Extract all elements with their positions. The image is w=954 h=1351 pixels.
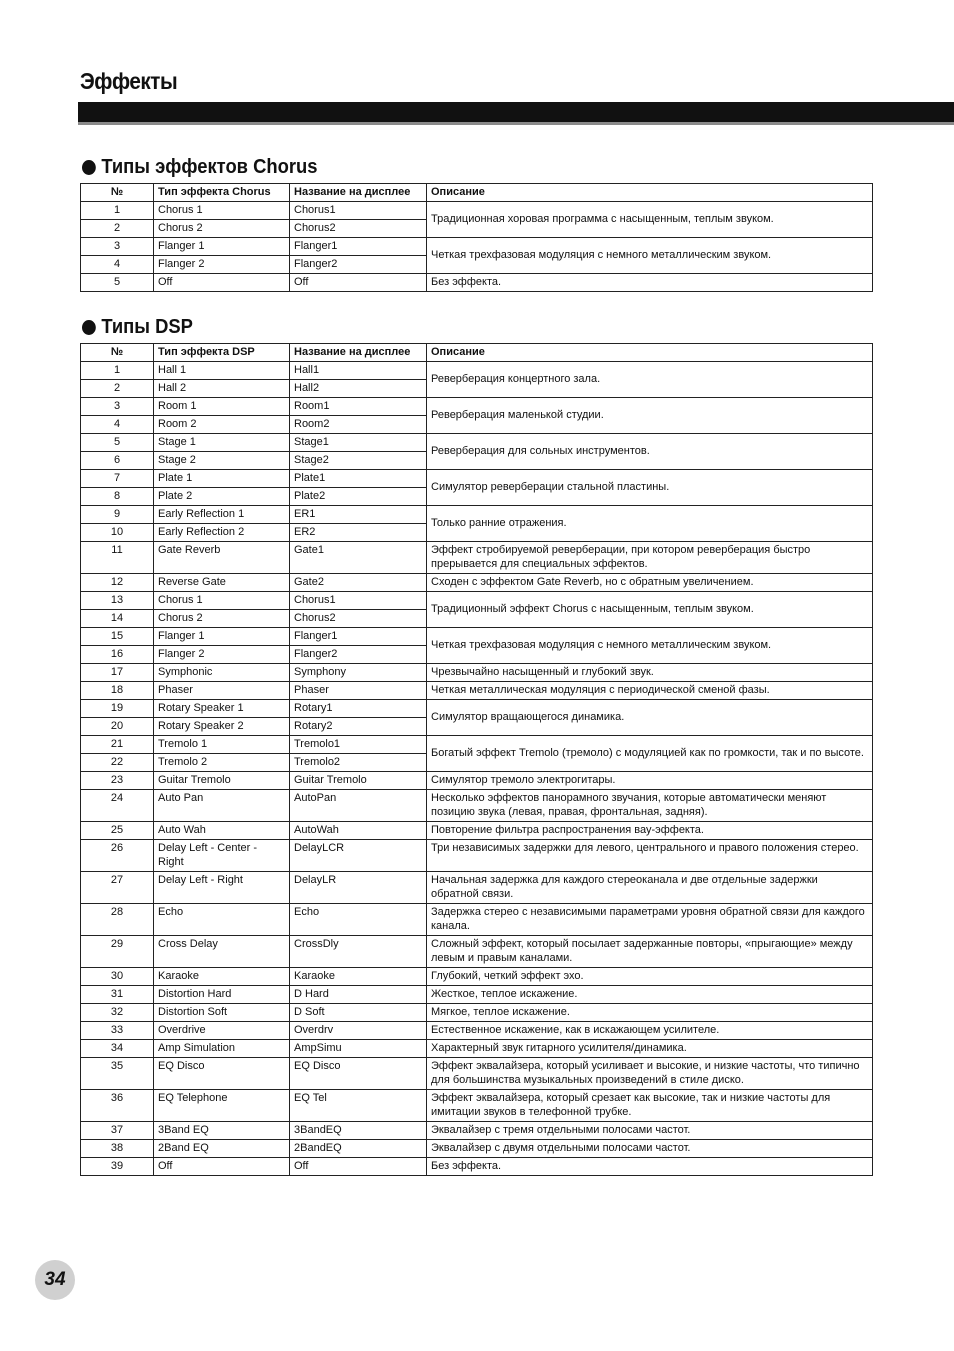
- effect-type: Distortion Hard: [154, 986, 290, 1004]
- display-name: Stage2: [290, 452, 427, 470]
- table-row: [81, 1158, 873, 1176]
- effect-description: Жесткое, теплое искажение.: [427, 986, 873, 1004]
- display-name: Flanger2: [290, 256, 427, 274]
- effect-description: Начальная задержка для каждого стереоканала и две отдельные задержки обратной связи.: [427, 872, 873, 904]
- effect-number: 35: [81, 1058, 154, 1090]
- effect-description: Реверберация для сольных инструментов.: [427, 434, 873, 470]
- effect-description: Эквалайзер с тремя отдельными полосами частот.: [427, 1122, 873, 1140]
- effect-type: Room 2: [154, 416, 290, 434]
- effect-type: Early Reflection 2: [154, 524, 290, 542]
- effect-description: Четкая трехфазовая модуляция с немного металлическим звуком.: [427, 628, 873, 664]
- display-name: Tremolo2: [290, 754, 427, 772]
- table-row: [81, 362, 873, 380]
- effect-description: Чрезвычайно насыщенный и глубокий звук.: [427, 664, 873, 682]
- effect-type: Amp Simulation: [154, 1040, 290, 1058]
- effect-number: 37: [81, 1122, 154, 1140]
- effect-number: 4: [81, 416, 154, 434]
- display-name: Hall1: [290, 362, 427, 380]
- header-display: Название на дисплее: [290, 184, 427, 202]
- display-name: Hall2: [290, 380, 427, 398]
- effect-type: Phaser: [154, 682, 290, 700]
- effect-type: Off: [154, 1158, 290, 1176]
- table-row: [81, 1122, 873, 1140]
- effect-number: 1: [81, 202, 154, 220]
- display-name: Chorus1: [290, 202, 427, 220]
- effect-type: Gate Reverb: [154, 542, 290, 574]
- bullet-icon: [82, 160, 96, 175]
- effect-number: 7: [81, 470, 154, 488]
- effect-type: EQ Disco: [154, 1058, 290, 1090]
- effect-type: Chorus 1: [154, 202, 290, 220]
- effect-description: Симулятор тремоло электрогитары.: [427, 772, 873, 790]
- effect-description: Традиционная хоровая программа с насыщенным, теплым звуком.: [427, 202, 873, 238]
- header-description: Описание: [427, 184, 873, 202]
- effect-number: 13: [81, 592, 154, 610]
- display-name: D Soft: [290, 1004, 427, 1022]
- effect-description: Без эффекта.: [427, 274, 873, 292]
- effect-number: 6: [81, 452, 154, 470]
- header-display: Название на дисплее: [290, 344, 427, 362]
- display-name: Chorus2: [290, 610, 427, 628]
- effect-number: 2: [81, 220, 154, 238]
- effect-description: Несколько эффектов панорамного звучания, которые автоматически меняют позицию звука (левая, правая, фронтальная, задняя).: [427, 790, 873, 822]
- header-description: Описание: [427, 344, 873, 362]
- display-name: CrossDly: [290, 936, 427, 968]
- effect-number: 18: [81, 682, 154, 700]
- effect-description: Эффект стробируемой реверберации, при котором реверберация быстро прерывается для специальных эффектов.: [427, 542, 873, 574]
- dsp-section-heading: [82, 316, 193, 339]
- page-number-badge: [35, 1260, 75, 1300]
- effect-type: Delay Left - Center - Right: [154, 840, 290, 872]
- display-name: Echo: [290, 904, 427, 936]
- effect-type: Auto Pan: [154, 790, 290, 822]
- effect-number: 38: [81, 1140, 154, 1158]
- display-name: Off: [290, 274, 427, 292]
- effect-type: EQ Telephone: [154, 1090, 290, 1122]
- table-row: [81, 274, 873, 292]
- display-name: Off: [290, 1158, 427, 1176]
- effect-description: Богатый эффект Tremolo (тремоло) с модуляцией как по громкости, так и по высоте.: [427, 736, 873, 772]
- display-name: 3BandEQ: [290, 1122, 427, 1140]
- display-name: ER2: [290, 524, 427, 542]
- effect-number: 34: [81, 1040, 154, 1058]
- table-row: [81, 822, 873, 840]
- effect-number: 29: [81, 936, 154, 968]
- effect-number: 15: [81, 628, 154, 646]
- table-row: [81, 872, 873, 904]
- effect-number: 11: [81, 542, 154, 574]
- effect-type: Rotary Speaker 2: [154, 718, 290, 736]
- effect-number: 10: [81, 524, 154, 542]
- table-row: [81, 682, 873, 700]
- effect-type: Plate 2: [154, 488, 290, 506]
- bullet-icon: [82, 320, 96, 335]
- table-row: [81, 968, 873, 986]
- display-name: ER1: [290, 506, 427, 524]
- effect-type: Flanger 1: [154, 628, 290, 646]
- effect-number: 12: [81, 574, 154, 592]
- effect-number: 9: [81, 506, 154, 524]
- display-name: Stage1: [290, 434, 427, 452]
- table-row: [81, 664, 873, 682]
- effect-number: 14: [81, 610, 154, 628]
- effect-description: Характерный звук гитарного усилителя/динамика.: [427, 1040, 873, 1058]
- table-row: [81, 840, 873, 872]
- effect-description: Эффект эквалайзера, который срезает как высокие, так и низкие частоты для имитации звуков в телефонной трубке.: [427, 1090, 873, 1122]
- effect-type: 2Band EQ: [154, 1140, 290, 1158]
- effect-type: Stage 1: [154, 434, 290, 452]
- display-name: Karaoke: [290, 968, 427, 986]
- effect-description: Только ранние отражения.: [427, 506, 873, 542]
- display-name: Gate2: [290, 574, 427, 592]
- effect-description: Симулятор реверберации стальной пластины.: [427, 470, 873, 506]
- effect-type: Cross Delay: [154, 936, 290, 968]
- display-name: D Hard: [290, 986, 427, 1004]
- effect-type: Room 1: [154, 398, 290, 416]
- effect-description: Без эффекта.: [427, 1158, 873, 1176]
- display-name: Plate1: [290, 470, 427, 488]
- effect-number: 23: [81, 772, 154, 790]
- effect-type: Hall 1: [154, 362, 290, 380]
- effect-type: Early Reflection 1: [154, 506, 290, 524]
- effect-type: Flanger 1: [154, 238, 290, 256]
- display-name: AutoWah: [290, 822, 427, 840]
- table-row: [81, 1140, 873, 1158]
- effect-number: 39: [81, 1158, 154, 1176]
- table-row: [81, 1004, 873, 1022]
- effect-description: Симулятор вращающегося динамика.: [427, 700, 873, 736]
- table-row: [81, 790, 873, 822]
- effect-number: 5: [81, 274, 154, 292]
- effect-number: 22: [81, 754, 154, 772]
- effect-description: Три независимых задержки для левого, центрального и правого положения стерео.: [427, 840, 873, 872]
- effect-number: 2: [81, 380, 154, 398]
- effect-type: Auto Wah: [154, 822, 290, 840]
- table-row: [81, 1040, 873, 1058]
- display-name: EQ Disco: [290, 1058, 427, 1090]
- effect-number: 25: [81, 822, 154, 840]
- effect-number: 24: [81, 790, 154, 822]
- table-row: [81, 434, 873, 452]
- effect-type: Chorus 2: [154, 610, 290, 628]
- effect-description: Сходен с эффектом Gate Reverb, но с обратным увеличением.: [427, 574, 873, 592]
- effect-description: Четкая металлическая модуляция с периодической сменой фазы.: [427, 682, 873, 700]
- display-name: DelayLCR: [290, 840, 427, 872]
- display-name: AutoPan: [290, 790, 427, 822]
- display-name: Room2: [290, 416, 427, 434]
- table-row: [81, 736, 873, 754]
- display-name: Symphony: [290, 664, 427, 682]
- effect-type: Hall 2: [154, 380, 290, 398]
- effect-number: 26: [81, 840, 154, 872]
- header-type: Тип эффекта Chorus: [154, 184, 290, 202]
- effect-number: 3: [81, 238, 154, 256]
- header-number: №: [81, 184, 154, 202]
- effect-number: 32: [81, 1004, 154, 1022]
- display-name: Flanger1: [290, 628, 427, 646]
- table-row: [81, 628, 873, 646]
- header-number: №: [81, 344, 154, 362]
- effect-type: Distortion Soft: [154, 1004, 290, 1022]
- display-name: DelayLR: [290, 872, 427, 904]
- effect-type: Guitar Tremolo: [154, 772, 290, 790]
- effect-type: Plate 1: [154, 470, 290, 488]
- table-header-row: [81, 184, 873, 202]
- table-row: [81, 904, 873, 936]
- effect-type: 3Band EQ: [154, 1122, 290, 1140]
- table-row: [81, 542, 873, 574]
- table-row: [81, 506, 873, 524]
- effect-type: Tremolo 1: [154, 736, 290, 754]
- table-row: [81, 772, 873, 790]
- effect-number: 27: [81, 872, 154, 904]
- display-name: EQ Tel: [290, 1090, 427, 1122]
- display-name: Phaser: [290, 682, 427, 700]
- effect-description: Традиционный эффект Chorus с насыщенным, теплым звуком.: [427, 592, 873, 628]
- effect-type: Reverse Gate: [154, 574, 290, 592]
- display-name: 2BandEQ: [290, 1140, 427, 1158]
- effect-type: Stage 2: [154, 452, 290, 470]
- page-number: 34: [44, 1269, 66, 1290]
- table-row: [81, 1022, 873, 1040]
- display-name: Plate2: [290, 488, 427, 506]
- effect-number: 20: [81, 718, 154, 736]
- effect-description: Естественное искажение, как в искажающем усилителе.: [427, 1022, 873, 1040]
- effect-description: Повторение фильтра распространения вау-эффекта.: [427, 822, 873, 840]
- effect-number: 19: [81, 700, 154, 718]
- effect-number: 36: [81, 1090, 154, 1122]
- effect-description: Эквалайзер с двумя отдельными полосами частот.: [427, 1140, 873, 1158]
- effect-type: Flanger 2: [154, 256, 290, 274]
- title-bar: [78, 102, 954, 122]
- effect-type: Off: [154, 274, 290, 292]
- effect-number: 8: [81, 488, 154, 506]
- display-name: Tremolo1: [290, 736, 427, 754]
- effect-number: 1: [81, 362, 154, 380]
- effect-description: Сложный эффект, который посылает задержанные повторы, «прыгающие» между левым и правым каналами.: [427, 936, 873, 968]
- effect-number: 3: [81, 398, 154, 416]
- effect-type: Tremolo 2: [154, 754, 290, 772]
- display-name: Rotary1: [290, 700, 427, 718]
- effect-number: 17: [81, 664, 154, 682]
- table-header-row: [81, 344, 873, 362]
- effect-description: Задержка стерео с независимыми параметрами уровня обратной связи для каждого канала.: [427, 904, 873, 936]
- display-name: Chorus2: [290, 220, 427, 238]
- table-row: [81, 592, 873, 610]
- page-title: Эффекты: [80, 68, 178, 94]
- effect-description: Мягкое, теплое искажение.: [427, 1004, 873, 1022]
- header-type: Тип эффекта DSP: [154, 344, 290, 362]
- display-name: Gate1: [290, 542, 427, 574]
- dsp-heading-text: Типы DSP: [101, 316, 193, 338]
- title-bar-shadow: [78, 122, 954, 125]
- effect-number: 5: [81, 434, 154, 452]
- effect-number: 30: [81, 968, 154, 986]
- display-name: AmpSimu: [290, 1040, 427, 1058]
- effect-type: Chorus 1: [154, 592, 290, 610]
- display-name: Overdrv: [290, 1022, 427, 1040]
- effect-number: 16: [81, 646, 154, 664]
- table-row: [81, 202, 873, 220]
- effect-type: Flanger 2: [154, 646, 290, 664]
- display-name: Guitar Tremolo: [290, 772, 427, 790]
- table-row: [81, 238, 873, 256]
- effect-type: Overdrive: [154, 1022, 290, 1040]
- table-row: [81, 470, 873, 488]
- display-name: Rotary2: [290, 718, 427, 736]
- effect-number: 21: [81, 736, 154, 754]
- display-name: Flanger1: [290, 238, 427, 256]
- table-row: [81, 1090, 873, 1122]
- chorus-effects-table: [80, 183, 873, 292]
- effect-type: Symphonic: [154, 664, 290, 682]
- effect-description: Реверберация маленькой студии.: [427, 398, 873, 434]
- effect-number: 4: [81, 256, 154, 274]
- effect-description: Реверберация концертного зала.: [427, 362, 873, 398]
- table-row: [81, 398, 873, 416]
- effect-type: Echo: [154, 904, 290, 936]
- dsp-effects-table: [80, 343, 873, 1176]
- display-name: Room1: [290, 398, 427, 416]
- table-row: [81, 574, 873, 592]
- effect-number: 33: [81, 1022, 154, 1040]
- effect-type: Delay Left - Right: [154, 872, 290, 904]
- chorus-section-heading: [82, 156, 318, 179]
- table-row: [81, 936, 873, 968]
- effect-type: Karaoke: [154, 968, 290, 986]
- effect-description: Четкая трехфазовая модуляция с немного металлическим звуком.: [427, 238, 873, 274]
- chorus-heading-text: Типы эффектов Chorus: [101, 156, 318, 178]
- effect-number: 28: [81, 904, 154, 936]
- table-row: [81, 700, 873, 718]
- effect-type: Rotary Speaker 1: [154, 700, 290, 718]
- effect-description: Глубокий, четкий эффект эхо.: [427, 968, 873, 986]
- table-row: [81, 986, 873, 1004]
- effect-description: Эффект эквалайзера, который усиливает и высокие, и низкие частоты, что типично для большинства музыкальных произведений в стиле диско.: [427, 1058, 873, 1090]
- table-row: [81, 1058, 873, 1090]
- display-name: Chorus1: [290, 592, 427, 610]
- effect-type: Chorus 2: [154, 220, 290, 238]
- effect-number: 31: [81, 986, 154, 1004]
- display-name: Flanger2: [290, 646, 427, 664]
